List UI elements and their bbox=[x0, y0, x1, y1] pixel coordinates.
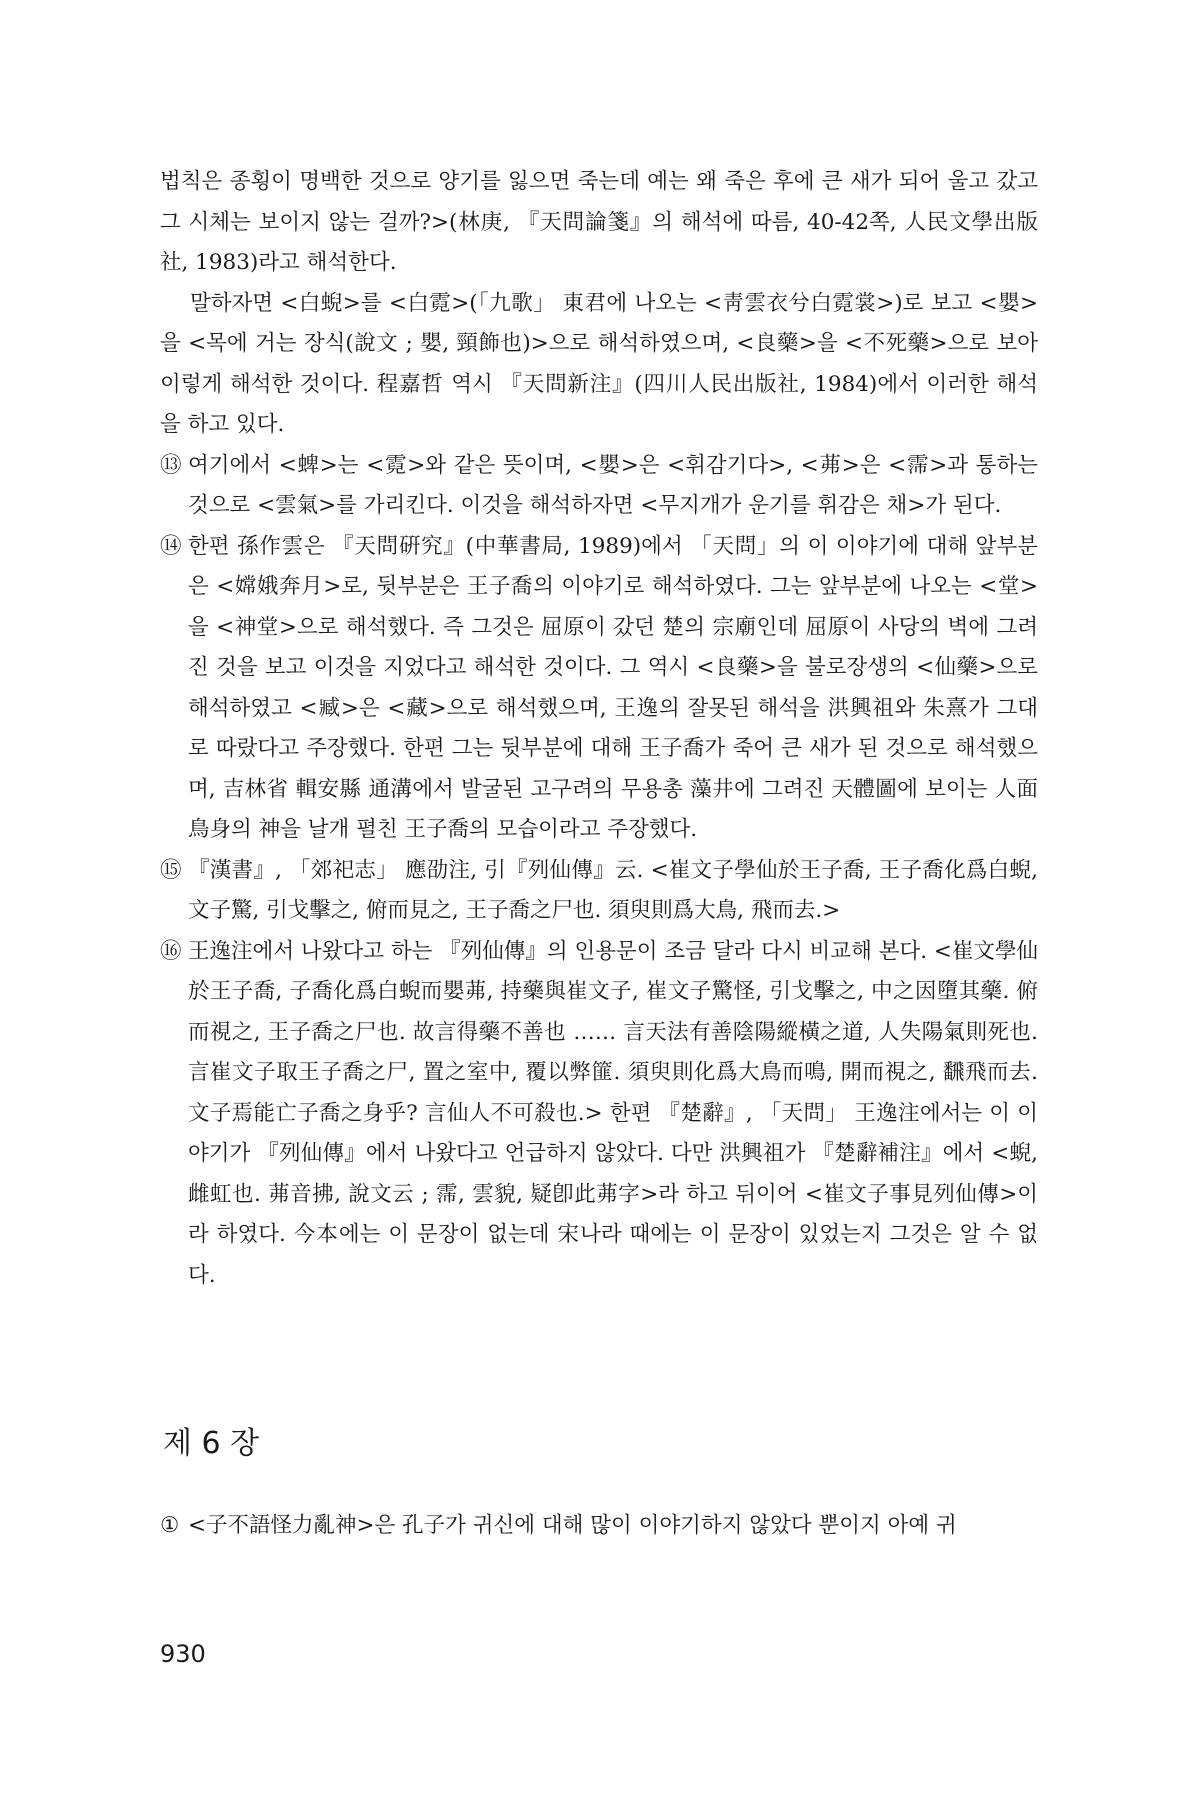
footnote-text: 여기에서 <蜱>는 <霓>와 같은 뜻이며, <嬰>은 <휘감기다>, <茀>은 <霈>과 통하는 것으로 <雲氣>를 가리킨다. 이것을 해석하자면 <무지개가 운기를 휘감은 채>가 된다. bbox=[188, 452, 1038, 518]
chapter-heading: 제 6 장 bbox=[163, 1426, 260, 1461]
footnote-15 bbox=[160, 851, 1038, 932]
footnote-14 bbox=[160, 527, 1038, 851]
page-number: 930 bbox=[160, 1640, 206, 1668]
footnote-13 bbox=[160, 446, 1038, 527]
footnote-text: 한편 孫作雲은 『天問硏究』(中華書局, 1989)에서 「天問」의 이 이야기에 대해 앞부분은 <嫦娥奔月>로, 뒷부분은 王子喬의 이야기로 해석하였다. 그는 앞부분에 나오는 <堂>을 <神堂>으로 해석했다. 즉 그것은 屈原이 갔던 楚의 宗廟인데 屈原이 사당의 벽에 그려진 것을 보고 이것을 지었다고 해석한 것이다. 그 역시 <良藥>을 불로장생의 <仙藥>으로 해석하였고 <臧>은 <藏>으로 해석했으며, 王逸의 잘못된 해석을 洪興祖와 朱熹가 그대로 따랐다고 주장했다. 한편 그는 뒷부분에 대해 王子喬가 죽어 큰 새가 된 것으로 해석했으며, 吉林省 輯安縣 通溝에서 발굴된 고구려의 무용총 藻井에 그려진 天體圖에 보이는 人面鳥身의 神을 날개 펼친 王子喬의 모습이라고 주장했다. bbox=[188, 533, 1038, 842]
footnote-text: 王逸注에서 나왔다고 하는 『列仙傳』의 인용문이 조금 달라 다시 비교해 본다. <崔文學仙於王子喬, 子喬化爲白蜺而嬰茀, 持藥與崔文子, 崔文子驚怪, 引戈擊之, 中之因墮其藥. 俯而視之, 王子喬之尸也. 故言得藥不善也 …… 言天法有善陰陽縱橫之道, 人失陽氣則死也. 言崔文子取王子喬之尸, 置之室中, 覆以弊篚. 須臾則化爲大鳥而鳴, 開而視之, 飜飛而去. 文子焉能亡子喬之身乎? 言仙人不可殺也.> 한편 『楚辭』, 「天問」 王逸注에서는 이 이야기가 『列仙傳』에서 나왔다고 언급하지 않았다. 다만 洪興祖가 『楚辭補注』에서 <蜺, 雌虹也. 茀音拂, 說文云 ; 霈, 雲貌, 疑卽此茀字>라 하고 뒤이어 <崔文子事見列仙傳>이라 하였다. 今本에는 이 문장이 없는데 宋나라 때에는 이 문장이 있었는지 그것은 알 수 없다. bbox=[188, 938, 1038, 1288]
footnote-16 bbox=[160, 932, 1038, 1297]
body-text bbox=[160, 162, 1038, 1296]
footnote-text: 『漢書』, 「郊祀志」 應劭注, 引『列仙傳』云. <崔文子學仙於王子喬, 王子喬化爲白蜺, 文子驚, 引戈擊之, 俯而見之, 王子喬之尸也. 須臾則爲大鳥, 飛而去.> bbox=[188, 857, 1038, 923]
footnote-number: ⑭ bbox=[160, 533, 182, 559]
footnote-text: <子不語怪力亂神>은 孔子가 귀신에 대해 많이 이야기하지 않았다 뿐이지 아예 귀 bbox=[188, 1513, 957, 1538]
footnote-number: ① bbox=[160, 1513, 180, 1538]
footnote-number: ⑮ bbox=[160, 857, 182, 883]
paragraph: 말하자면 <白蜺>를 <白霓>(「九歌」 東君에 나오는 <靑雲衣兮白霓裳>)로 보고 <嬰>을 <목에 거는 장식(說文 ; 嬰, 頸飾也)>으로 해석하였으며, <良藥>을 <不死藥>으로 보아 이렇게 해석한 것이다. 程嘉哲 역시 『天問新注』(四川人民出版社, 1984)에서 이러한 해석을 하고 있다. bbox=[160, 290, 1038, 437]
footnote-number: ⑯ bbox=[160, 938, 182, 964]
chapter-notes bbox=[160, 1506, 1038, 1547]
chapter-note-1 bbox=[160, 1506, 1038, 1547]
footnote-number: ⑬ bbox=[160, 452, 182, 478]
paragraph-continued: 법칙은 종횡이 명백한 것으로 양기를 잃으면 죽는데 예는 왜 죽은 후에 큰 새가 되어 울고 갔고 그 시체는 보이지 않는 걸까?>(林庚, 『天問論箋』의 해석에 따름, 40-42쪽, 人民文學出版社, 1983)라고 해석한다. bbox=[160, 169, 1038, 275]
